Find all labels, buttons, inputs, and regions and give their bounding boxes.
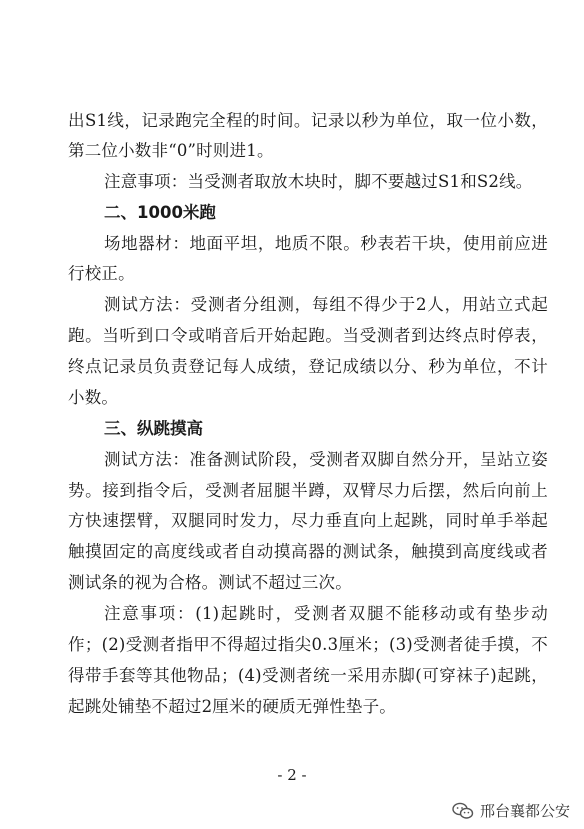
paragraph-line: 出S1线，记录跑完全程的时间。记录以秒为单位，取一位小数， <box>68 111 548 130</box>
wechat-icon <box>452 802 474 820</box>
section-heading-1000m: 二、1000米跑 <box>104 203 216 222</box>
paragraph-line: 注意事项：(1)起跳时，受测者双腿不能移动或有垫步动 <box>104 604 548 623</box>
paragraph-line: 得带手套等其他物品；(4)受测者统一采用赤脚(可穿袜子)起跳， <box>68 666 548 685</box>
paragraph-line: 触摸固定的高度线或者自动摸高器的测试条，触摸到高度线或者 <box>68 542 548 561</box>
section-heading-vertical-jump: 三、纵跳摸高 <box>104 419 203 438</box>
paragraph-line: 小数。 <box>68 388 119 407</box>
paragraph-line: 测试方法：受测者分组测，每组不得少于2人，用站立式起 <box>104 295 548 314</box>
paragraph-line: 势。接到指令后，受测者屈腿半蹲，双臂尽力后摆，然后向前上 <box>68 481 548 500</box>
paragraph-line: 终点记录员负责登记每人成绩，登记成绩以分、秒为单位，不计 <box>68 357 548 376</box>
paragraph-line: 测试条的视为合格。测试不超过三次。 <box>68 573 352 592</box>
page-number: - 2 - <box>277 766 307 784</box>
paragraph-line: 起跳处铺垫不超过2厘米的硬质无弹性垫子。 <box>68 697 396 716</box>
account-watermark <box>452 800 570 821</box>
paragraph-line: 第二位小数非“0”时则进1。 <box>68 141 274 160</box>
paragraph-line: 跑。当听到口令或哨音后开始起跑。当受测者到达终点时停表， <box>68 326 548 345</box>
paragraph-line: 行校正。 <box>68 264 135 283</box>
paragraph-line: 测试方法：准备测试阶段，受测者双脚自然分开，呈站立姿 <box>104 450 548 469</box>
paragraph-line: 方快速摆臂，双腿同时发力，尽力垂直向上起跳，同时单手举起 <box>68 511 548 530</box>
watermark-text: 邢台襄都公安 <box>479 802 570 820</box>
paragraph-line: 作；(2)受测者指甲不得超过指尖0.3厘米；(3)受测者徒手摸，不 <box>68 635 548 654</box>
paragraph-line: 场地器材：地面平坦，地质不限。秒表若干块，使用前应进 <box>104 234 548 253</box>
paragraph-line: 注意事项：当受测者取放木块时，脚不要越过S1和S2线。 <box>104 172 533 191</box>
